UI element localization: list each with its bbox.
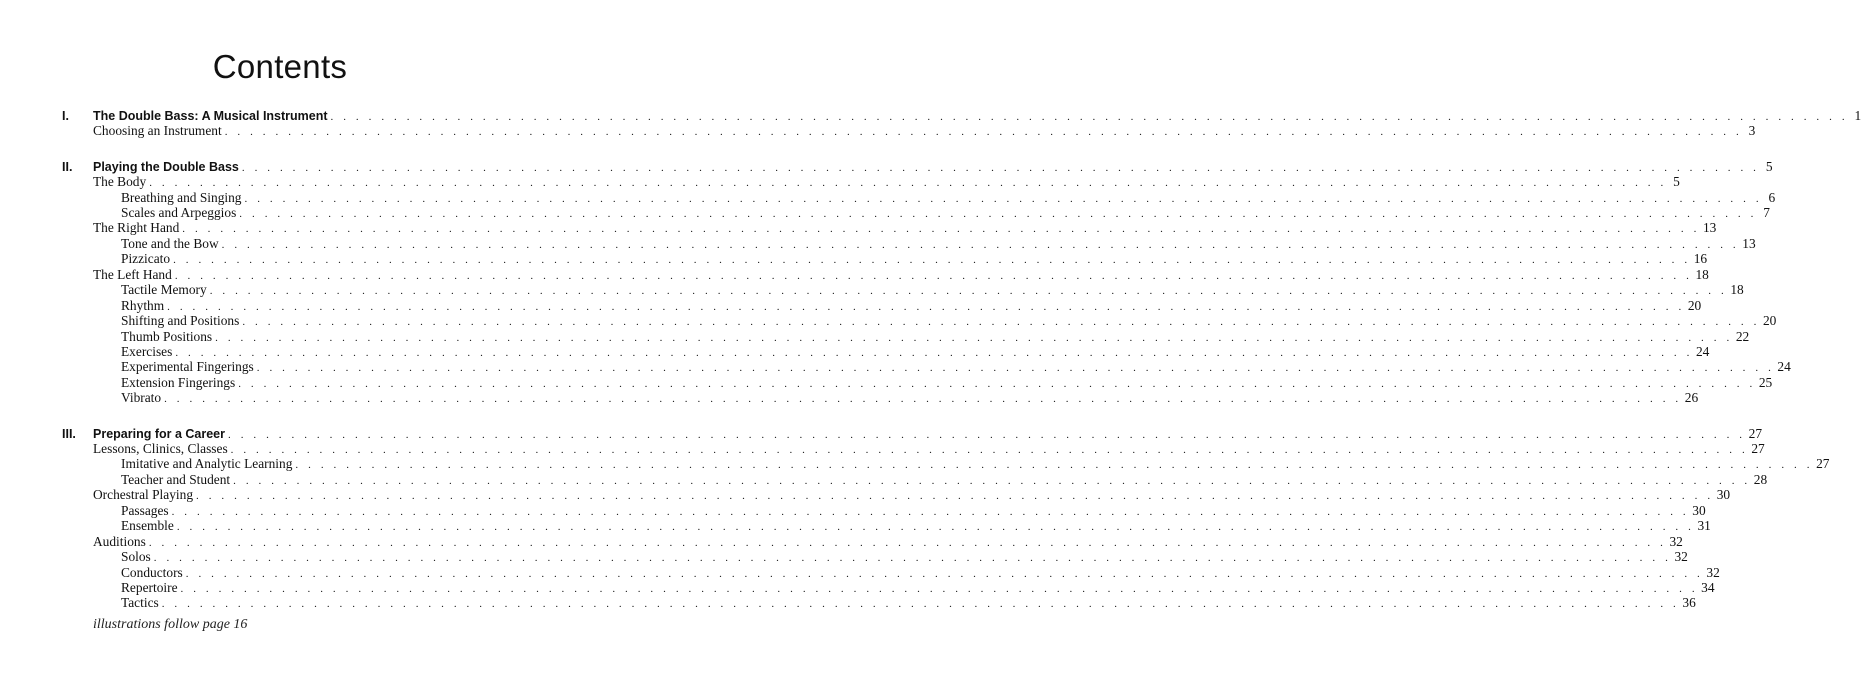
dot-leader: . . . . . . . . . . . . . . . . . . . . . . . . . . . . . . . . . . . . . . . . . . . . . . . . . . . . . . . . . . . . . . . . . . . . . . . . . . . . . . . . . . . . . . . . . . . . . . . . . . . . . . . . . . . . . . . . . . . . . . . . [175, 347, 1693, 359]
entry-title: The Left Hand [93, 266, 172, 282]
dot-leader: . . . . . . . . . . . . . . . . . . . . . . . . . . . . . . . . . . . . . . . . . . . . . . . . . . . . . . . . . . . . . . . . . . . . . . . . . . . . . . . . . . . . . . . . . . . . . . . . . . . . . . . . . . . . . . . . . . . . . . . . [149, 177, 1667, 190]
page-number: 32 [1674, 549, 1688, 565]
dot-leader: . . . . . . . . . . . . . . . . . . . . . . . . . . . . . . . . . . . . . . . . . . . . . . . . . . . . . . . . . . . . . . . . . . . . . . . . . . . . . . . . . . . . . . . . . . . . . . . . . . . . . . . . . . . . . . . . . . . . . . . . [330, 111, 1849, 123]
entry-title: Repertoire [121, 580, 178, 595]
entry-title: Experimental Fingerings [121, 359, 254, 375]
dot-leader: . . . . . . . . . . . . . . . . . . . . . . . . . . . . . . . . . . . . . . . . . . . . . . . . . . . . . . . . . . . . . . . . . . . . . . . . . . . . . . . . . . . . . . . . . . . . . . . . . . . . . . . . . . . . . . . . . . . . . . . . [221, 238, 1740, 251]
dot-leader: . . . . . . . . . . . . . . . . . . . . . . . . . . . . . . . . . . . . . . . . . . . . . . . . . . . . . . . . . . . . . . . . . . . . . . . . . . . . . . . . . . . . . . . . . . . . . . . . . . . . . . . . . . . . . . . . . . . . . . . . [161, 598, 1680, 611]
entry-title: Vibrato [121, 390, 162, 406]
page-number: 6 [1768, 189, 1776, 205]
dot-leader: . . . . . . . . . . . . . . . . . . . . . . . . . . . . . . . . . . . . . . . . . . . . . . . . . . . . . . . . . . . . . . . . . . . . . . . . . . . . . . . . . . . . . . . . . . . . . . . . . . . . . . . . . . . . . . . . . . . . . . . . [153, 552, 1672, 565]
page-number: 13 [1702, 220, 1717, 236]
entry-title: Imitative and Analytic Learning [121, 456, 293, 472]
dot-leader: . . . . . . . . . . . . . . . . . . . . . . . . . . . . . . . . . . . . . . . . . . . . . . . . . . . . . . . . . . . . . . . . . . . . . . . . . . . . . . . . . . . . . . . . . . . . . . . . . . . . . . . . . . . . . . . . . . . . . . . . [176, 521, 1695, 534]
entry-title: Passages [121, 502, 169, 518]
dot-leader: . . . . . . . . . . . . . . . . . . . . . . . . . . . . . . . . . . . . . . . . . . . . . . . . . . . . . . . . . . . . . . . . . . . . . . . . . . . . . . . . . . . . . . . . . . . . . . . . . . . . . . . . . . . . . . . . . . . . . . . . [171, 505, 1690, 518]
entry-title: Orchestral Playing [93, 487, 194, 503]
page-number: 28 [1753, 471, 1768, 487]
dot-leader: . . . . . . . . . . . . . . . . . . . . . . . . . . . . . . . . . . . . . . . . . . . . . . . . . . . . . . . . . . . . . . . . . . . . . . . . . . . . . . . . . . . . . . . . . . . . . . . . . . . . . . . . . . . . . . . . . . . . . . . . [182, 223, 1700, 236]
toc-entry-row [0, 122, 1756, 140]
page-number: 5 [1673, 174, 1680, 190]
dot-leader: . . . . . . . . . . . . . . . . . . . . . . . . . . . . . . . . . . . . . . . . . . . . . . . . . . . . . . . . . . . . . . . . . . . . . . . . . . . . . . . . . . . . . . . . . . . . . . . . . . . . . . . . . . . . . . . . . . . . . . . . [233, 474, 1751, 487]
page-number: 36 [1682, 595, 1696, 611]
page-number: 24 [1695, 344, 1710, 359]
section-title: Playing the Double Bass [93, 159, 239, 174]
page-number: 31 [1697, 518, 1711, 534]
dot-leader: . . . . . . . . . . . . . . . . . . . . . . . . . . . . . . . . . . . . . . . . . . . . . . . . . . . . . . . . . . . . . . . . . . . . . . . . . . . . . . . . . . . . . . . . . . . . . . . . . . . . . . . . . . . . . . . . . . . . . . . . [228, 428, 1746, 441]
toc-entry [121, 389, 1699, 408]
page-number: 25 [1758, 374, 1773, 390]
entry-title: Breathing and Singing [121, 189, 242, 205]
entry-title: Pizzicato [121, 251, 171, 267]
dot-leader: . . . . . . . . . . . . . . . . . . . . . . . . . . . . . . . . . . . . . . . . . . . . . . . . . . . . . . . . . . . . . . . . . . . . . . . . . . . . . . . . . . . . . . . . . . . . . . . . . . . . . . . . . . . . . . . . . . . . . . . . [242, 316, 1760, 329]
dot-leader: . . . . . . . . . . . . . . . . . . . . . . . . . . . . . . . . . . . . . . . . . . . . . . . . . . . . . . . . . . . . . . . . . . . . . . . . . . . . . . . . . . . . . . . . . . . . . . . . . . . . . . . . . . . . . . . . . . . . . . . . [209, 285, 1728, 298]
page-number: 32 [1669, 533, 1683, 549]
entry-title: Auditions [93, 533, 146, 549]
page-number: 18 [1695, 266, 1709, 282]
entry-title: Thumb Positions [121, 328, 213, 344]
page-number: 32 [1706, 564, 1720, 580]
dot-leader: . . . . . . . . . . . . . . . . . . . . . . . . . . . . . . . . . . . . . . . . . . . . . . . . . . . . . . . . . . . . . . . . . . . . . . . . . . . . . . . . . . . . . . . . . . . . . . . . . . . . . . . . . . . . . . . . . . . . . . . . [180, 583, 1699, 595]
toc-entry-row [0, 389, 1699, 407]
page-number: 27 [1751, 440, 1765, 456]
section-number: III. [62, 426, 76, 441]
page-number: 34 [1701, 580, 1715, 595]
dot-leader: . . . . . . . . . . . . . . . . . . . . . . . . . . . . . . . . . . . . . . . . . . . . . . . . . . . . . . . . . . . . . . . . . . . . . . . . . . . . . . . . . . . . . . . . . . . . . . . . . . . . . . . . . . . . . . . . . . . . . . . . [244, 192, 1763, 205]
dot-leader: . . . . . . . . . . . . . . . . . . . . . . . . . . . . . . . . . . . . . . . . . . . . . . . . . . . . . . . . . . . . . . . . . . . . . . . . . . . . . . . . . . . . . . . . . . . . . . . . . . . . . . . . . . . . . . . . . . . . . . . . [164, 393, 1682, 406]
entry-title: The Body [93, 174, 147, 190]
illustrations-note: illustrations follow page 16 [93, 617, 248, 632]
entry-title: Scales and Arpeggios [121, 204, 237, 220]
entry-title: Tactics [121, 595, 159, 611]
section-number: II. [62, 159, 73, 174]
page-number: 24 [1777, 359, 1791, 375]
section-title: The Double Bass: A Musical Instrument [93, 109, 328, 123]
page-number: 26 [1684, 390, 1699, 406]
dot-leader: . . . . . . . . . . . . . . . . . . . . . . . . . . . . . . . . . . . . . . . . . . . . . . . . . . . . . . . . . . . . . . . . . . . . . . . . . . . . . . . . . . . . . . . . . . . . . . . . . . . . . . . . . . . . . . . . . . . . . . . . [239, 207, 1757, 220]
dot-leader: . . . . . . . . . . . . . . . . . . . . . . . . . . . . . . . . . . . . . . . . . . . . . . . . . . . . . . . . . . . . . . . . . . . . . . . . . . . . . . . . . . . . . . . . . . . . . . . . . . . . . . . . . . . . . . . . . . . . . . . . [185, 567, 1704, 580]
entry-title: Lessons, Clinics, Classes [93, 440, 228, 456]
entry-title: Rhythm [121, 297, 165, 313]
toc-entry [121, 594, 1696, 613]
page-number: 13 [1742, 235, 1756, 251]
page-number: 5 [1765, 158, 1773, 174]
dot-leader: . . . . . . . . . . . . . . . . . . . . . . . . . . . . . . . . . . . . . . . . . . . . . . . . . . . . . . . . . . . . . . . . . . . . . . . . . . . . . . . . . . . . . . . . . . . . . . . . . . . . . . . . . . . . . . . . . . . . . . . . [238, 377, 1756, 390]
section-number: I. [62, 109, 69, 123]
dot-leader: . . . . . . . . . . . . . . . . . . . . . . . . . . . . . . . . . . . . . . . . . . . . . . . . . . . . . . . . . . . . . . . . . . . . . . . . . . . . . . . . . . . . . . . . . . . . . . . . . . . . . . . . . . . . . . . . . . . . . . . . [196, 490, 1714, 503]
dot-leader: . . . . . . . . . . . . . . . . . . . . . . . . . . . . . . . . . . . . . . . . . . . . . . . . . . . . . . . . . . . . . . . . . . . . . . . . . . . . . . . . . . . . . . . . . . . . . . . . . . . . . . . . . . . . . . . . . . . . . . . . [241, 161, 1760, 174]
page-title: Contents [212, 48, 348, 85]
page-number: 20 [1762, 313, 1777, 329]
page-number: 30 [1716, 487, 1731, 503]
dot-leader: . . . . . . . . . . . . . . . . . . . . . . . . . . . . . . . . . . . . . . . . . . . . . . . . . . . . . . . . . . . . . . . . . . . . . . . . . . . . . . . . . . . . . . . . . . . . . . . . . . . . . . . . . . . . . . . . . . . . . . . . [256, 362, 1775, 375]
dot-leader: . . . . . . . . . . . . . . . . . . . . . . . . . . . . . . . . . . . . . . . . . . . . . . . . . . . . . . . . . . . . . . . . . . . . . . . . . . . . . . . . . . . . . . . . . . . . . . . . . . . . . . . . . . . . . . . . . . . . . . . . [224, 126, 1743, 139]
dot-leader: . . . . . . . . . . . . . . . . . . . . . . . . . . . . . . . . . . . . . . . . . . . . . . . . . . . . . . . . . . . . . . . . . . . . . . . . . . . . . . . . . . . . . . . . . . . . . . . . . . . . . . . . . . . . . . . . . . . . . . . . [295, 459, 1814, 472]
entry-title: Choosing an Instrument [93, 123, 222, 139]
entry-title: The Right Hand [93, 220, 180, 236]
page-number: 20 [1687, 297, 1702, 313]
entry-title: Exercises [121, 344, 173, 359]
entry-title: Ensemble [121, 518, 174, 534]
page-number: 1 [1854, 108, 1861, 123]
toc-entry-row [0, 594, 1696, 612]
toc-entry [93, 122, 1756, 141]
entry-title: Solos [121, 549, 151, 565]
entry-title: Extension Fingerings [121, 374, 236, 390]
dot-leader: . . . . . . . . . . . . . . . . . . . . . . . . . . . . . . . . . . . . . . . . . . . . . . . . . . . . . . . . . . . . . . . . . . . . . . . . . . . . . . . . . . . . . . . . . . . . . . . . . . . . . . . . . . . . . . . . . . . . . . . . [167, 300, 1685, 313]
entry-title: Tactile Memory [121, 282, 207, 298]
entry-title: Conductors [121, 564, 183, 580]
entry-title: Tone and the Bow [121, 235, 219, 251]
page-number: 30 [1692, 502, 1706, 518]
page-number: 27 [1816, 456, 1830, 472]
dot-leader: . . . . . . . . . . . . . . . . . . . . . . . . . . . . . . . . . . . . . . . . . . . . . . . . . . . . . . . . . . . . . . . . . . . . . . . . . . . . . . . . . . . . . . . . . . . . . . . . . . . . . . . . . . . . . . . . . . . . . . . . [174, 269, 1693, 282]
page-number: 3 [1748, 123, 1756, 139]
page-number: 27 [1748, 425, 1763, 441]
section-title: Preparing for a Career [93, 426, 225, 441]
dot-leader: . . . . . . . . . . . . . . . . . . . . . . . . . . . . . . . . . . . . . . . . . . . . . . . . . . . . . . . . . . . . . . . . . . . . . . . . . . . . . . . . . . . . . . . . . . . . . . . . . . . . . . . . . . . . . . . . . . . . . . . . [230, 443, 1749, 456]
page-number: 16 [1693, 251, 1708, 267]
dot-leader: . . . . . . . . . . . . . . . . . . . . . . . . . . . . . . . . . . . . . . . . . . . . . . . . . . . . . . . . . . . . . . . . . . . . . . . . . . . . . . . . . . . . . . . . . . . . . . . . . . . . . . . . . . . . . . . . . . . . . . . . [148, 536, 1667, 549]
dot-leader: . . . . . . . . . . . . . . . . . . . . . . . . . . . . . . . . . . . . . . . . . . . . . . . . . . . . . . . . . . . . . . . . . . . . . . . . . . . . . . . . . . . . . . . . . . . . . . . . . . . . . . . . . . . . . . . . . . . . . . . . [215, 331, 1733, 344]
page-number: 18 [1730, 282, 1744, 298]
entry-title: Teacher and Student [121, 471, 231, 487]
dot-leader: . . . . . . . . . . . . . . . . . . . . . . . . . . . . . . . . . . . . . . . . . . . . . . . . . . . . . . . . . . . . . . . . . . . . . . . . . . . . . . . . . . . . . . . . . . . . . . . . . . . . . . . . . . . . . . . . . . . . . . . . [173, 254, 1691, 267]
entry-title: Shifting and Positions [121, 313, 240, 329]
page-number: 7 [1763, 204, 1770, 220]
page-number: 22 [1735, 328, 1750, 344]
